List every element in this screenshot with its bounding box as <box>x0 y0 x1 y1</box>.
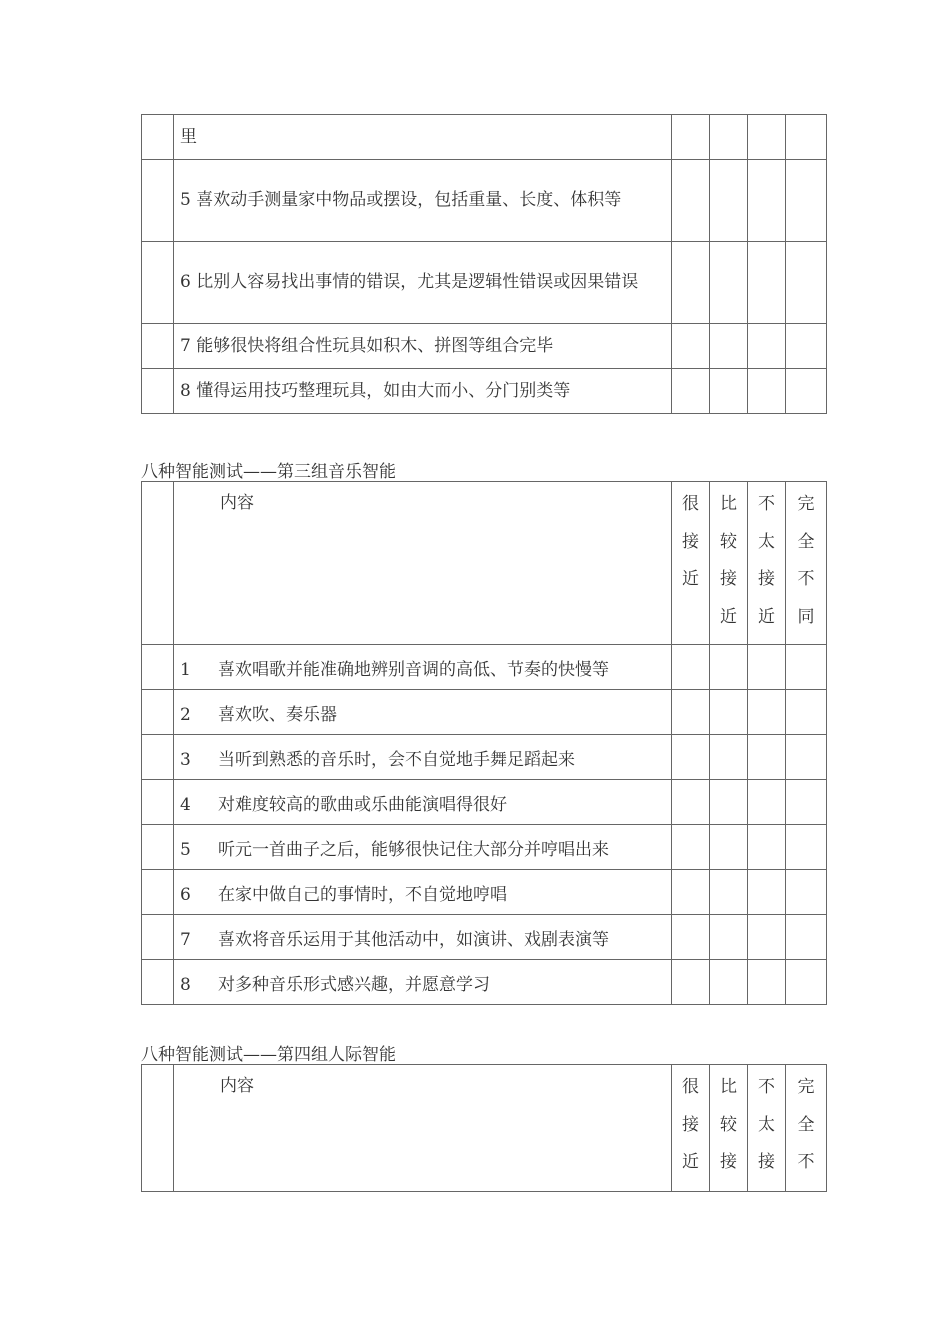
rating-cell[interactable] <box>786 780 827 825</box>
header-very-close-label: 很 接 近 <box>682 494 699 589</box>
rating-cell[interactable] <box>786 960 827 1005</box>
row-text: 里 <box>174 115 672 160</box>
item-number: 1 <box>180 659 191 680</box>
rating-cell[interactable] <box>786 160 827 242</box>
row-index-cell <box>142 160 174 242</box>
row-text: 8 懂得运用技巧整理玩具，如由大而小、分门别类等 <box>174 369 672 414</box>
rating-cell[interactable] <box>748 780 786 825</box>
rating-cell[interactable] <box>748 825 786 870</box>
item-number: 8 <box>180 974 191 995</box>
rating-cell[interactable] <box>748 324 786 369</box>
table-row <box>142 645 827 690</box>
rating-cell[interactable] <box>748 690 786 735</box>
table-row <box>142 690 827 735</box>
item-number: 3 <box>180 749 191 770</box>
rating-cell[interactable] <box>672 960 710 1005</box>
item-text: 对难度较高的歌曲或乐曲能演唱得很好 <box>218 794 507 815</box>
header-totally-different <box>786 482 827 645</box>
header-fairly-close <box>710 482 748 645</box>
rating-cell[interactable] <box>710 369 748 414</box>
item-cell <box>174 780 672 825</box>
item-cell <box>174 735 672 780</box>
rating-cell[interactable] <box>748 115 786 160</box>
table-row <box>142 870 827 915</box>
table-row <box>142 735 827 780</box>
table-row <box>142 780 827 825</box>
rating-cell[interactable] <box>710 780 748 825</box>
rating-cell[interactable] <box>710 735 748 780</box>
rating-cell[interactable] <box>786 645 827 690</box>
rating-cell[interactable] <box>672 780 710 825</box>
section-title-music: 八种智能测试——第三组音乐智能 <box>141 462 396 482</box>
rating-cell[interactable] <box>672 825 710 870</box>
header-totally-different <box>786 1065 827 1192</box>
rating-cell[interactable] <box>748 960 786 1005</box>
item-cell <box>174 690 672 735</box>
rating-cell[interactable] <box>748 242 786 324</box>
row-index-cell <box>142 115 174 160</box>
header-not-close <box>748 482 786 645</box>
item-number: 5 <box>180 839 191 860</box>
rating-cell[interactable] <box>672 242 710 324</box>
item-cell <box>174 915 672 960</box>
rating-cell[interactable] <box>710 870 748 915</box>
rating-cell[interactable] <box>710 915 748 960</box>
item-text: 喜欢吹、奏乐器 <box>218 704 337 725</box>
section-title-interpersonal: 八种智能测试——第四组人际智能 <box>141 1045 396 1065</box>
table-row <box>142 915 827 960</box>
row-index-cell <box>142 690 174 735</box>
row-index-cell <box>142 242 174 324</box>
header-very-close <box>672 1065 710 1192</box>
rating-cell[interactable] <box>748 915 786 960</box>
header-fairly-close-label: 比 较 接 近 <box>720 494 737 627</box>
rating-cell[interactable] <box>672 160 710 242</box>
rating-cell[interactable] <box>672 324 710 369</box>
rating-cell[interactable] <box>710 242 748 324</box>
table-row <box>142 369 827 414</box>
music-items <box>142 645 827 1005</box>
header-very-close <box>672 482 710 645</box>
header-fairly-close-label: 比 较 接 <box>720 1077 737 1172</box>
row-index-cell <box>142 324 174 369</box>
rating-cell[interactable] <box>672 915 710 960</box>
header-totally-different-label: 完 全 不 同 <box>797 494 815 627</box>
header-not-close-label: 不 太 接 近 <box>758 494 775 627</box>
rating-cell[interactable] <box>786 735 827 780</box>
rating-cell[interactable] <box>786 690 827 735</box>
row-index-cell <box>142 780 174 825</box>
item-text: 当听到熟悉的音乐时，会不自觉地手舞足蹈起来 <box>218 749 575 770</box>
table-logic-continued <box>141 114 827 414</box>
rating-cell[interactable] <box>672 735 710 780</box>
table-header-row <box>142 482 827 645</box>
table-music-intelligence <box>141 481 827 1005</box>
rating-cell[interactable] <box>710 960 748 1005</box>
item-number: 7 <box>180 929 191 950</box>
rating-cell[interactable] <box>786 369 827 414</box>
header-index-cell <box>142 1065 174 1192</box>
row-index-cell <box>142 369 174 414</box>
table-row <box>142 960 827 1005</box>
item-cell <box>174 870 672 915</box>
row-text: 5 喜欢动手测量家中物品或摆设，包括重量、长度、体积等 <box>174 160 672 242</box>
rating-cell[interactable] <box>710 825 748 870</box>
table-interpersonal-intelligence <box>141 1064 827 1192</box>
rating-cell[interactable] <box>710 690 748 735</box>
rating-cell[interactable] <box>786 915 827 960</box>
header-fairly-close <box>710 1065 748 1192</box>
row-text: 7 能够很快将组合性玩具如积木、拼图等组合完毕 <box>174 324 672 369</box>
item-cell <box>174 960 672 1005</box>
row-index-cell <box>142 960 174 1005</box>
header-content-label: 内容 <box>174 1065 672 1192</box>
rating-cell[interactable] <box>710 115 748 160</box>
item-number: 4 <box>180 794 191 815</box>
item-text: 听元一首曲子之后，能够很快记住大部分并哼唱出来 <box>218 839 609 860</box>
table-row <box>142 825 827 870</box>
item-text: 对多种音乐形式感兴趣，并愿意学习 <box>218 974 490 995</box>
item-number: 2 <box>180 704 191 725</box>
row-index-cell <box>142 645 174 690</box>
item-cell <box>174 645 672 690</box>
rating-cell[interactable] <box>786 825 827 870</box>
rating-cell[interactable] <box>748 369 786 414</box>
table-row <box>142 115 827 160</box>
rating-cell[interactable] <box>672 645 710 690</box>
rating-cell[interactable] <box>710 324 748 369</box>
header-not-close-label: 不 太 接 <box>758 1077 775 1172</box>
row-index-cell <box>142 825 174 870</box>
header-totally-different-label: 完 全 不 <box>797 1077 815 1172</box>
row-index-cell <box>142 870 174 915</box>
rating-cell[interactable] <box>672 690 710 735</box>
table-row <box>142 324 827 369</box>
row-index-cell <box>142 915 174 960</box>
rating-cell[interactable] <box>672 870 710 915</box>
item-text: 在家中做自己的事情时，不自觉地哼唱 <box>218 884 507 905</box>
item-text: 喜欢将音乐运用于其他活动中，如演讲、戏剧表演等 <box>218 929 609 950</box>
table-header-row <box>142 1065 827 1192</box>
rating-cell[interactable] <box>786 324 827 369</box>
rating-cell[interactable] <box>748 735 786 780</box>
rating-cell[interactable] <box>748 870 786 915</box>
header-content-label: 内容 <box>174 482 672 645</box>
header-not-close <box>748 1065 786 1192</box>
item-cell <box>174 825 672 870</box>
rating-cell[interactable] <box>786 870 827 915</box>
rating-cell[interactable] <box>748 160 786 242</box>
rating-cell[interactable] <box>672 369 710 414</box>
rating-cell[interactable] <box>710 645 748 690</box>
table-row <box>142 160 827 242</box>
header-very-close-label: 很 接 近 <box>682 1077 699 1172</box>
rating-cell[interactable] <box>672 115 710 160</box>
header-index-cell <box>142 482 174 645</box>
rating-cell[interactable] <box>786 115 827 160</box>
row-index-cell <box>142 735 174 780</box>
rating-cell[interactable] <box>748 645 786 690</box>
row-text: 6 比别人容易找出事情的错误，尤其是逻辑性错误或因果错误 <box>174 242 672 324</box>
rating-cell[interactable] <box>710 160 748 242</box>
item-text: 喜欢唱歌并能准确地辨别音调的高低、节奏的快慢等 <box>218 659 609 680</box>
rating-cell[interactable] <box>786 242 827 324</box>
item-number: 6 <box>180 884 191 905</box>
table-row <box>142 242 827 324</box>
